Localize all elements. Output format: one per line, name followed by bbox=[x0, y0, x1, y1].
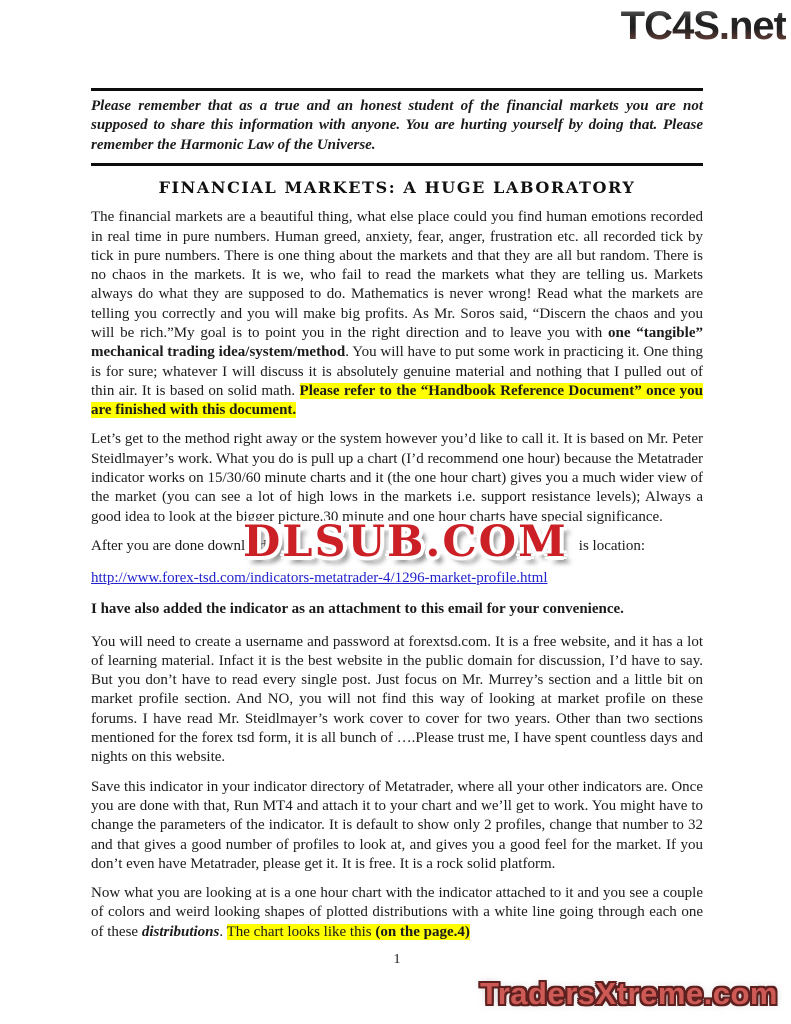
document-content bbox=[91, 88, 703, 968]
tradersxtreme-logo: TradersXtreme.com bbox=[480, 976, 778, 1011]
chart-text-run-2: . bbox=[219, 923, 227, 940]
download-line-block bbox=[91, 516, 703, 567]
intro-text-run: The financial markets are a beautiful thing, what else place could you find human emotions recorded in real time in pure numbers. Human greed, anxiety, fear, anger, frustration etc. all recorded tick by tick in pure numbers. There is one thing about the markets and that they are all but random. There is no chaos in the markets. It is we, who fail to read the markets what they are telling us. Markets always do what they are supposed to do. Mathematics is never wrong! Read what the markets are telling you correctly and you will make big profits. As Mr. Soros said, “Discern the chaos and you will be rich.”My goal is to point you in the right direction and to leave you with bbox=[91, 209, 703, 341]
dlsub-watermark: DLSUB.COM bbox=[243, 516, 568, 567]
chart-text-run: Now what you are looking at is a one hour chart with the indicator attached to it and you see a couple of colors and weird looking shapes of plotted distributions with a white line going through each one of these bbox=[91, 885, 703, 940]
document-title: FINANCIAL MARKETS: A HUGE LABORATORY bbox=[158, 178, 636, 198]
paragraph-setup: Save this indicator in your indicator directory of Metatrader, where all your other indicators are. Once you are done with that, Run MT4 and attach it to your chart and we’ll get to work. You might have to change the parameters of the indicator. It is default to show only 2 profiles, change that number to 32 and that gives a good number of profiles to look at, and gives you a good feel for the market. If you don’t even have Metatrader, please get it. It is free. It is a rock solid platform. bbox=[91, 778, 703, 872]
tc4s-logo: TC4S.net bbox=[620, 4, 786, 48]
highlight-chart-note: The chart looks like this bbox=[226, 923, 376, 940]
download-text-after: is location: bbox=[578, 537, 646, 554]
paragraph-intro bbox=[91, 208, 703, 420]
intro-text-run-2: . You will have to put some work in practicing it. One thing is for sure; whatever I will discuss it is absolutely genuine material and nothing that I pulled out of thin air. It is based on solid math. bbox=[91, 344, 703, 399]
download-text-before: After you are done download bbox=[91, 537, 267, 554]
paragraph-chart-intro bbox=[91, 884, 703, 942]
paragraph-method: Let’s get to the method right away or the system however you’d like to call it. It is based on Mr. Peter Steidlmayer’s work. What you do is pull up a chart (I’d recommend one hour) because the Metatrader indicator works on 15/30/60 minute charts and it (the one hour chart) gives you a much wider view of the market (you can see a lot of high lows in the markets i.e. support resistance levels); Always a good idea to look at the bigger picture.30 minute and one hour charts have special significance. bbox=[91, 431, 703, 525]
distributions-emphasis: distributions bbox=[141, 923, 220, 940]
link-line bbox=[91, 569, 703, 587]
indicator-download-link[interactable]: http://www.forex-tsd.com/indicators-metatrader-4/1296-market-profile.html bbox=[91, 570, 548, 587]
bold-method-phrase: one “tangible” mechanical trading idea/system/method bbox=[91, 325, 703, 361]
highlight-page-ref: (on the page.4) bbox=[375, 923, 470, 940]
highlight-handbook-note: Please refer to the “Handbook Reference Document” once you are finished with this document. bbox=[91, 382, 703, 419]
paragraph-forextsd: You will need to create a username and password at forextsd.com. It is a free website, and it has a lot of learning material. Infact it is the best website in the public domain for discussion, I’d have to say. But you don’t have to read every single post. Just focus on Mr. Murrey’s section and a little bit on market profile section. And NO, you will not find this way of looking at market profile on these forums. I have read Mr. Steidlmayer’s work cover to cover for two years. Other than two sections mentioned for the forex tsd form, it is all bunch of ….Please trust me, I have spent countless days and nights on this website. bbox=[91, 633, 703, 766]
page-number: 1 bbox=[393, 952, 401, 968]
attachment-note: I have also added the indicator as an attachment to this email for your convenience. bbox=[91, 601, 624, 618]
disclaimer-note: Please remember that as a true and an honest student of the financial markets you are not supposed to share this information with anyone. You are hurting yourself by doing that. Please remember the Harmonic Law of the Universe. bbox=[91, 88, 703, 166]
